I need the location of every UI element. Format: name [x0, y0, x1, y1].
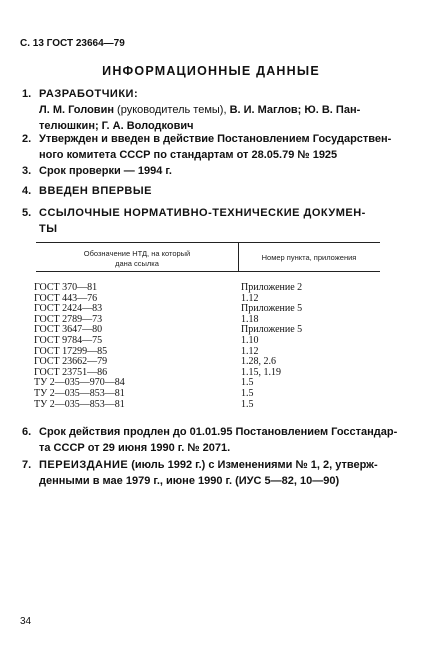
document-designation: ГОСТ 2789—73 — [34, 313, 103, 325]
developer-lead: Л. М. Головин — [39, 104, 114, 116]
section-1-label: РАЗРАБОТЧИКИ: — [39, 88, 139, 100]
section-7-text-cont: денными в мае 1979 г., июне 1990 г. (ИУС 5—82, 10—90) — [39, 475, 340, 487]
clause-reference: Приложение 5 — [241, 324, 303, 336]
section-4 — [22, 183, 152, 199]
col-header-clause: Номер пункта, приложения — [261, 253, 357, 262]
clause-reference: 1.10 — [241, 334, 259, 346]
document-designation: ГОСТ 2424—83 — [34, 303, 103, 315]
clause-reference: 1.5 — [241, 398, 254, 410]
document-designation: ТУ 2—035—853—81 — [34, 398, 125, 410]
document-designation: ГОСТ 443—76 — [34, 292, 98, 304]
col-header-document-line1: Обозначение НТД, на который — [83, 249, 191, 258]
section-7-number: 7. — [22, 459, 32, 471]
section-5-number: 5. — [22, 207, 32, 219]
clause-reference: Приложение 5 — [241, 303, 303, 315]
section-7-text: (июль 1992 г.) с Изменениями № 1, 2, утверж- — [128, 459, 378, 471]
document-designation: ТУ 2—035—970—84 — [34, 377, 125, 389]
col-header-document-line2: дана ссылка — [115, 259, 159, 268]
page-number: 34 — [20, 616, 32, 627]
developers-list: В. И. Маглов; Ю. В. Пан- — [229, 104, 361, 116]
clause-reference: Приложение 2 — [241, 282, 303, 293]
clause-reference: 1.12 — [241, 345, 259, 357]
document-designation: ГОСТ 17299—85 — [34, 345, 108, 357]
section-5-text: ССЫЛОЧНЫЕ НОРМАТИВНО-ТЕХНИЧЕСКИЕ ДОКУМЕН- — [39, 207, 366, 219]
reissue-label: ПЕРЕИЗДАНИЕ — [39, 459, 129, 471]
document-designation: ГОСТ 23751—86 — [34, 366, 108, 378]
section-7 — [22, 457, 378, 489]
document-designation: ГОСТ 23662—79 — [34, 356, 108, 368]
document-designation: ТУ 2—035—853—81 — [34, 387, 125, 399]
section-2 — [22, 131, 391, 163]
developer-lead-role: (руководитель темы), — [113, 104, 230, 116]
clause-reference: 1.15, 1.19 — [241, 366, 281, 378]
section-6-text: Срок действия продлен до 01.01.95 Постановлением Госстандар- — [39, 426, 398, 438]
section-2-text: Утвержден и введен в действие Постановлением Государствен- — [39, 133, 392, 145]
section-6-number: 6. — [22, 426, 32, 438]
clause-reference: 1.5 — [241, 377, 254, 389]
clause-reference: 1.18 — [241, 313, 259, 325]
section-2-number: 2. — [22, 133, 32, 145]
section-6-text-cont: та СССР от 29 июня 1990 г. № 2071. — [39, 442, 231, 454]
references-table-header — [36, 242, 380, 272]
section-1 — [22, 86, 360, 134]
section-4-text: ВВЕДЕН ВПЕРВЫЕ — [39, 185, 152, 197]
col-header-document — [36, 249, 238, 269]
page-header: С. 13 ГОСТ 23664—79 — [20, 38, 125, 49]
document-designation: ГОСТ 3647—80 — [34, 324, 103, 336]
section-4-number: 4. — [22, 185, 32, 197]
page-title: ИНФОРМАЦИОННЫЕ ДАННЫЕ — [102, 64, 320, 78]
developers-list-cont: телюшкин; Г. А. Володкович — [39, 120, 194, 132]
clause-reference: 1.28, 2.6 — [241, 356, 276, 368]
section-3-text: Срок проверки — 1994 г. — [39, 165, 172, 177]
section-6 — [22, 424, 397, 456]
section-3 — [22, 163, 172, 179]
clause-reference: 1.5 — [241, 387, 254, 399]
section-2-text-cont: ного комитета СССР по стандартам от 28.05.79 № 1925 — [39, 149, 338, 161]
section-5-text-cont: ТЫ — [39, 223, 58, 235]
document-designation: ГОСТ 370—81 — [34, 282, 98, 293]
section-3-number: 3. — [22, 165, 32, 177]
section-1-number: 1. — [22, 88, 32, 100]
section-5 — [22, 205, 366, 237]
clause-reference: 1.12 — [241, 292, 259, 304]
document-designation: ГОСТ 9784—75 — [34, 334, 103, 346]
